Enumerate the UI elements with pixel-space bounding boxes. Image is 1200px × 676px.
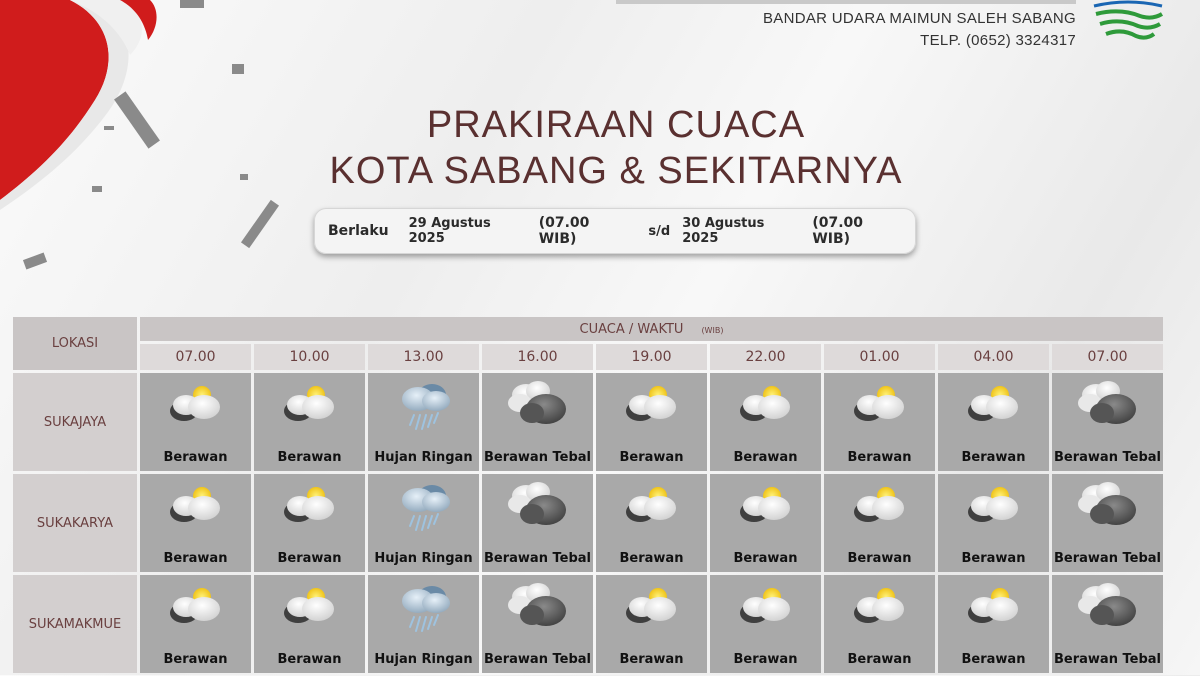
overcast-icon: [1052, 581, 1163, 635]
confetti-decoration: [23, 253, 47, 270]
weather-time-header: [140, 317, 1163, 341]
forecast-cell: [824, 575, 935, 673]
forecast-cell: [368, 575, 479, 673]
validity-from-time: (07.00 WIB): [538, 215, 590, 247]
weather-label: Berawan: [619, 652, 684, 667]
time-header-2: 13.00: [368, 344, 479, 370]
time-header-6: 01.00: [824, 344, 935, 370]
forecast-cell: [938, 575, 1049, 673]
forecast-cell: [140, 474, 251, 572]
time-header-3: 16.00: [482, 344, 593, 370]
weather-label: Berawan: [961, 450, 1026, 465]
weather-label: Berawan: [733, 652, 798, 667]
partly-cloudy-icon: [710, 379, 821, 429]
partly-cloudy-icon: [596, 480, 707, 530]
validity-to-date: 30 Agustus 2025: [682, 216, 765, 246]
time-header-5: 22.00: [710, 344, 821, 370]
forecast-cell: [824, 474, 935, 572]
forecast-cell: [938, 373, 1049, 471]
overcast-icon: [1052, 379, 1163, 433]
location-column-header: [13, 317, 137, 370]
forecast-cell: [140, 575, 251, 673]
weather-label: Hujan Ringan: [374, 551, 473, 566]
time-header-4: 19.00: [596, 344, 707, 370]
forecast-cell: [1052, 474, 1163, 572]
partly-cloudy-icon: [254, 379, 365, 429]
airport-name: BANDAR UDARA MAIMUN SALEH SABANG: [763, 10, 1076, 27]
overcast-icon: [482, 379, 593, 433]
overcast-icon: [482, 581, 593, 635]
overcast-icon: [1052, 480, 1163, 534]
weather-label: Berawan Tebal: [484, 450, 591, 465]
weather-label: Berawan: [163, 551, 228, 566]
partly-cloudy-icon: [710, 480, 821, 530]
weather-label: Berawan: [847, 551, 912, 566]
time-header-8: 07.00: [1052, 344, 1163, 370]
validity-period-box: [314, 208, 916, 254]
validity-label: Berlaku: [328, 223, 389, 239]
weather-header-label: CUACA / WAKTU: [579, 321, 684, 337]
light-rain-icon: [368, 379, 479, 435]
forecast-cell: [140, 373, 251, 471]
partly-cloudy-icon: [710, 581, 821, 631]
location-name: SUKAMAKMUE: [13, 575, 137, 673]
page-subtitle: KOTA SABANG & SEKITARNYA: [329, 150, 903, 192]
partly-cloudy-icon: [596, 379, 707, 429]
validity-separator: s/d: [648, 223, 671, 239]
partly-cloudy-icon: [824, 581, 935, 631]
light-rain-icon: [368, 581, 479, 637]
weather-label: Berawan: [847, 652, 912, 667]
weather-label: Berawan: [163, 450, 228, 465]
weather-label: Berawan: [961, 652, 1026, 667]
forecast-cell: [1052, 373, 1163, 471]
weather-label: Berawan: [619, 450, 684, 465]
weather-label: Hujan Ringan: [374, 652, 473, 667]
weather-label: Berawan: [619, 551, 684, 566]
forecast-cell: [482, 373, 593, 471]
forecast-cell: [596, 575, 707, 673]
partly-cloudy-icon: [938, 379, 1049, 429]
weather-label: Berawan: [961, 551, 1026, 566]
forecast-cell: [254, 373, 365, 471]
forecast-cell: [710, 373, 821, 471]
time-header-0: 07.00: [140, 344, 251, 370]
time-header-7: 04.00: [938, 344, 1049, 370]
weather-label: Berawan: [733, 551, 798, 566]
forecast-cell: [254, 474, 365, 572]
forecast-cell: [482, 474, 593, 572]
time-unit-label: (WIB): [701, 325, 724, 335]
weather-label: Berawan Tebal: [484, 652, 591, 667]
table-row: [13, 575, 1163, 673]
forecast-cell: [368, 373, 479, 471]
location-name: SUKAKARYA: [13, 474, 137, 572]
partly-cloudy-icon: [140, 480, 251, 530]
forecast-cell: [482, 575, 593, 673]
forecast-cell: [596, 474, 707, 572]
weather-label: Berawan Tebal: [1054, 450, 1161, 465]
light-rain-icon: [368, 480, 479, 536]
forecast-cell: [1052, 575, 1163, 673]
table-header-row: [13, 317, 1163, 341]
partly-cloudy-icon: [938, 581, 1049, 631]
confetti-decoration: [180, 0, 204, 8]
weather-label: Berawan: [733, 450, 798, 465]
forecast-cell: [596, 373, 707, 471]
weather-label: Berawan: [277, 551, 342, 566]
confetti-decoration: [241, 200, 279, 248]
partly-cloudy-icon: [254, 480, 365, 530]
overcast-icon: [482, 480, 593, 534]
forecast-cell: [368, 474, 479, 572]
forecast-table: [10, 314, 1166, 676]
weather-label: Berawan: [163, 652, 228, 667]
table-row: [13, 373, 1163, 471]
partly-cloudy-icon: [824, 480, 935, 530]
partly-cloudy-icon: [938, 480, 1049, 530]
validity-from-date: 29 Agustus 2025: [408, 216, 491, 246]
weather-label: Hujan Ringan: [374, 450, 473, 465]
forecast-cell: [938, 474, 1049, 572]
weather-label: Berawan: [277, 652, 342, 667]
partly-cloudy-icon: [824, 379, 935, 429]
weather-label: Berawan: [277, 450, 342, 465]
partly-cloudy-icon: [596, 581, 707, 631]
page-title: PRAKIRAAN CUACA: [426, 104, 806, 146]
table-row: [13, 474, 1163, 572]
weather-label: Berawan Tebal: [1054, 652, 1161, 667]
partly-cloudy-icon: [140, 581, 251, 631]
partly-cloudy-icon: [254, 581, 365, 631]
forecast-cell: [710, 474, 821, 572]
validity-to-time: (07.00 WIB): [812, 215, 864, 247]
location-header-label: LOKASI: [51, 336, 99, 351]
airport-phone: TELP. (0652) 3324317: [920, 32, 1076, 49]
header-info: [763, 8, 1076, 52]
weather-label: Berawan Tebal: [1054, 551, 1161, 566]
weather-label: Berawan Tebal: [484, 551, 591, 566]
time-header-row: [13, 344, 1163, 370]
weather-label: Berawan: [847, 450, 912, 465]
header-rule: [616, 0, 1076, 4]
bmkg-logo-icon: [1090, 0, 1166, 48]
forecast-cell: [710, 575, 821, 673]
partly-cloudy-icon: [140, 379, 251, 429]
forecast-cell: [824, 373, 935, 471]
time-header-1: 10.00: [254, 344, 365, 370]
forecast-cell: [254, 575, 365, 673]
location-name: SUKAJAYA: [13, 373, 137, 471]
confetti-decoration: [232, 64, 244, 74]
